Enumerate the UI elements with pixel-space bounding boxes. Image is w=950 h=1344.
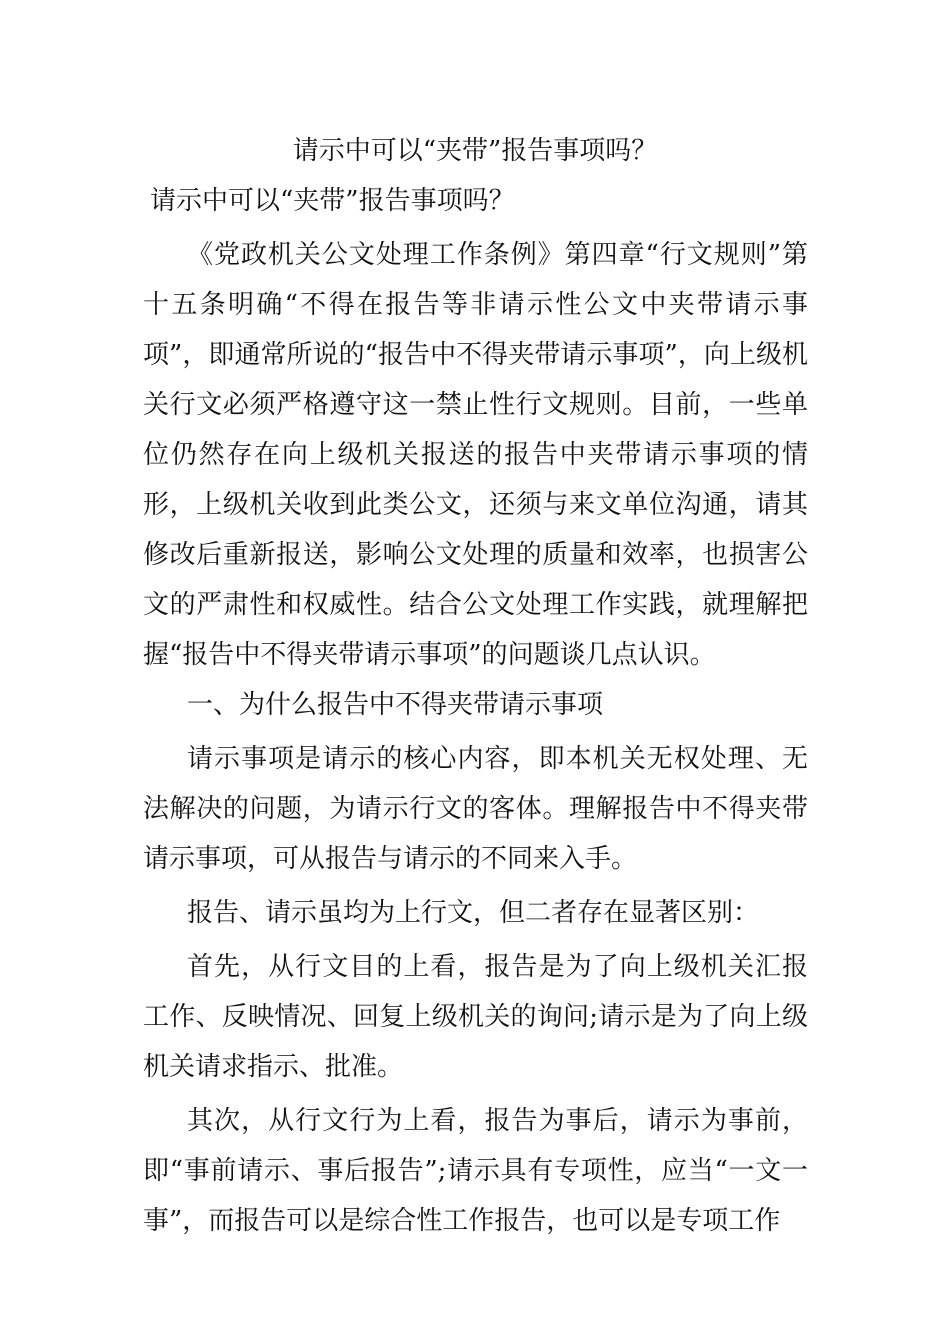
- document-body: [143, 230, 808, 1246]
- paragraph-first: 首先，从行文目的上看，报告是为了向上级机关汇报工作、反映情况、回复上级机关的询问;请示是为了向上级机关请求指示、批准。: [143, 952, 808, 1082]
- section-heading-1: 一、为什么报告中不得夹带请示事项: [187, 690, 604, 720]
- paragraph-second: 其次，从行文行为上看，报告为事后，请示为事前，即“事前请示、事后报告”;请示具有专项性，应当“一文一事”，而报告可以是综合性工作报告，也可以是专项工作: [143, 1106, 808, 1236]
- document-title: 请示中可以“夹带”报告事项吗？: [292, 136, 658, 166]
- paragraph-intro: 《党政机关公文处理工作条例》第四章“行文规则”第十五条明确“不得在报告等非请示性公文中夹带请示事项”，即通常所说的“报告中不得夹带请示事项”，向上级机关行文必须严格遵守这一禁止性行文规则。目前，一些单位仍然存在向上级机关报送的报告中夹带请示事项的情形，上级机关收到此类公文，还须与来文单位沟通，请其修改后重新报送，影响公文处理的质量和效率，也损害公文的严肃性和权威性。结合公文处理工作实践，就理解把握“报告中不得夹带请示事项”的问题谈几点认识。: [143, 240, 808, 670]
- paragraph-request-items: 请示事项是请示的核心内容，即本机关无权处理、无法解决的问题，为请示行文的客体。理解报告中不得夹带请示事项，可从报告与请示的不同来入手。: [143, 744, 808, 874]
- document-subtitle: 请示中可以“夹带”报告事项吗？: [150, 186, 515, 216]
- paragraph-differences: 报告、请示虽均为上行文，但二者存在显著区别：: [187, 898, 760, 928]
